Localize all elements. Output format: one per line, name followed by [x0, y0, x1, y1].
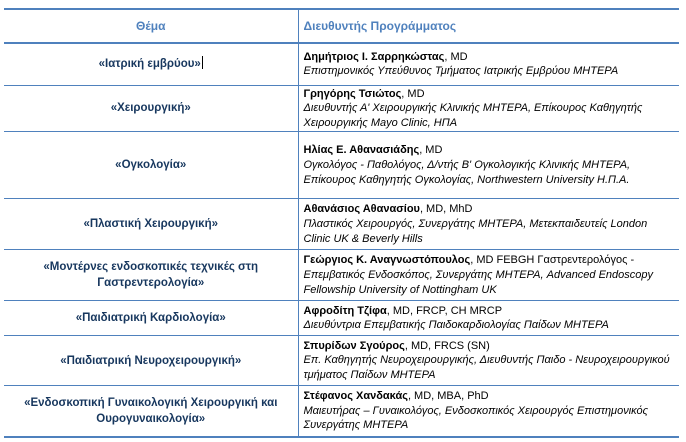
director-role: Επιστημονικός Υπεύθυνος Τμήματος Ιατρικής Εμβρύου ΜΗΤΕΡΑ [303, 65, 619, 78]
director-name: Γρηγόρης Τσιώτος [303, 87, 402, 100]
director-name: Στέφανος Χανδακάς [303, 390, 408, 403]
director-cell [298, 85, 679, 132]
director-cell [298, 386, 679, 437]
topic-label: «Χειρουργική» [110, 102, 191, 115]
director-role: Επ. Καθηγητής Νευροχειρουργικής, Διευθυντής Παιδο - Νευροχειρουργικού τμήματος Παίδων ΜΗΤΕΡΑ [303, 354, 670, 382]
director-cell [298, 199, 679, 250]
director-name: Αθανάσιος Αθανασίου [303, 203, 420, 216]
topic-label: «Παιδιατρική Νευροχειρουργική» [60, 354, 242, 367]
text-cursor [202, 56, 203, 69]
director-role: Μαιευτήρας – Γυναικολόγος, Ενδοσκοπικός Χειρουργός Επιστημονικός Συνεργάτης ΜΗΤΕΡΑ [303, 404, 648, 432]
director-cell [298, 250, 679, 301]
director-title: , MD FEBGH Γαστρεντερολόγος - [470, 254, 635, 267]
director-role: Διευθυντής Α' Χειρουργικής Κλινικής ΜΗΤΕΡΑ, Επίκουρος Καθηγητής Χειρουργικής Mayo Clinic, ΗΠΑ [303, 102, 643, 129]
director-title: , MD, MhD [419, 203, 473, 216]
director-role: Επεμβατικός Ενδοσκόπος, Συνεργάτης ΜΗΤΕΡΑ, Advanced Endoscopy Fellowship University of Nottingham UK [303, 268, 654, 296]
table-row [4, 386, 679, 437]
table-row [4, 199, 679, 250]
topic-label: «Μοντέρνες ενδοσκοπικές τεχνικές στη Γαστρεντερολογία» [43, 261, 259, 290]
director-name: Σπυρίδων Σγούρος [303, 339, 405, 352]
header-topic: Θέμα [4, 9, 298, 43]
director-title: , MD, FRCS (SN) [404, 339, 490, 352]
director-title: , MD [444, 50, 468, 63]
topic-label: «Πλαστική Χειρουργική» [83, 218, 219, 231]
topic-cell [4, 132, 298, 199]
director-role: Ογκολόγος - Παθολόγος, Δ/ντής Β' Ογκολογικής Κλινικής ΜΗΤΕΡΑ, Επίκουρος Καθηγητής Ογκολογίας, Northwestern University Η.Π.Α. [303, 158, 631, 186]
topic-cell [4, 336, 298, 386]
director-name: Ηλίας Ε. Αθανασιάδης [303, 144, 420, 157]
director-title: , MD, FRCP, CH MRCP [386, 304, 503, 317]
director-name: Γεώργιος Κ. Αναγνωστόπουλος [303, 254, 471, 267]
table-row [4, 336, 679, 386]
director-name: Δημήτριος Ι. Σαρρηκώστας [303, 50, 445, 63]
table-row [4, 132, 679, 199]
topic-label: «Ογκολογία» [115, 159, 187, 172]
director-title: , MD [419, 144, 443, 157]
topic-label: «Παιδιατρική Καρδιολογία» [75, 312, 226, 325]
table-row [4, 301, 679, 336]
director-title: , MD [401, 87, 425, 100]
topic-cell [4, 199, 298, 250]
table-row [4, 85, 679, 132]
topic-cell [4, 43, 298, 85]
director-name: Αφροδίτη Τζίφα [303, 304, 387, 317]
topic-cell [4, 386, 298, 437]
topic-label: «Ιατρική εμβρύου» [98, 58, 201, 71]
topic-cell [4, 250, 298, 301]
director-role: Διευθύντρια Επεμβατικής Παιδοκαρδιολογίας Παίδων ΜΗΤΕΡΑ [303, 319, 609, 332]
header-row [4, 9, 679, 43]
director-title: , MD, MBA, PhD [407, 390, 489, 403]
table-row [4, 43, 679, 85]
director-cell [298, 132, 679, 199]
director-cell [298, 301, 679, 336]
table-row [4, 250, 679, 301]
director-role: Πλαστικός Χειρουργός, Συνεργάτης ΜΗΤΕΡΑ, Μετεκπαιδευτείς London Clinic UK & Beverly Hills [303, 217, 648, 245]
header-director: Διευθυντής Προγράμματος [298, 9, 679, 43]
topic-label: «Ενδοσκοπική Γυναικολογική Χειρουργική και Ουρογυναικολογία» [24, 397, 278, 426]
programs-table [4, 8, 679, 438]
director-cell [298, 43, 679, 85]
topic-cell [4, 301, 298, 336]
director-cell [298, 336, 679, 386]
topic-cell [4, 85, 298, 132]
